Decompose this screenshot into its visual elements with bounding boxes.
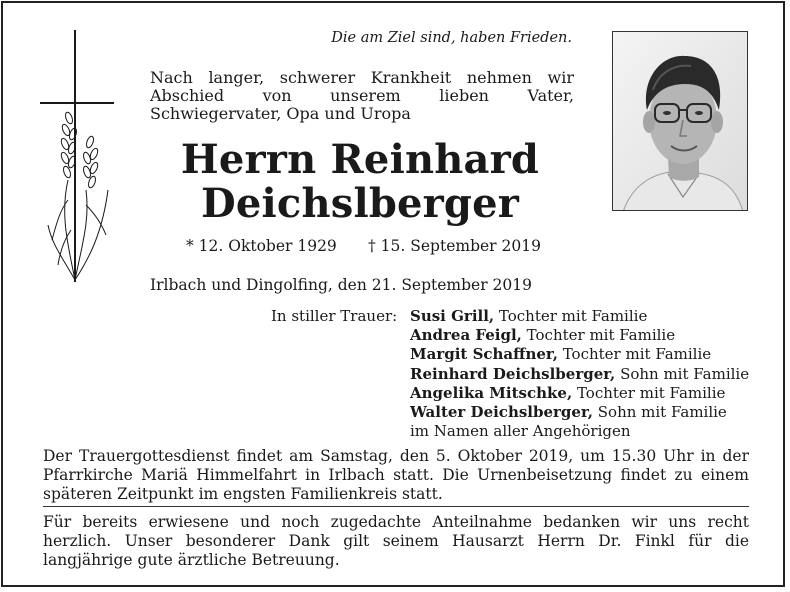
mourner-name: Reinhard Deichslberger,	[410, 364, 616, 383]
mourner-row	[410, 345, 749, 364]
name-line-1: Herrn Reinhard	[180, 136, 540, 183]
mourner-name: Walter Deichslberger,	[410, 403, 593, 422]
thanks-text: Für bereits erwiesene und noch zugedachte Anteilnahme bedanken wir uns recht herzlich. Unser besonderer Dank gilt seinem Hausarzt Herrn Dr. Finkl für die langjährige gute ärztliche Betreuung.	[43, 513, 749, 569]
mourner-row	[410, 307, 749, 326]
mourners-list	[410, 307, 749, 441]
mourner-relation: Sohn mit Familie	[593, 403, 727, 422]
mourner-row	[410, 365, 749, 384]
deceased-name	[140, 138, 580, 226]
mourner-relation: Tochter mit Familie	[494, 307, 648, 325]
place-and-date: Irlbach und Dingolfing, den 21. September 2019	[150, 276, 533, 294]
motto: Die am Ziel sind, haben Frieden.	[331, 30, 572, 46]
portrait-photo	[612, 31, 748, 211]
intro-text: Nach langer, schwerer Krankheit nehmen wir Abschied von unserem lieben Vater, Schwiegervater, Opa und Uropa	[150, 68, 574, 123]
divider-line	[43, 506, 749, 507]
mourner-relation: Sohn mit Familie	[615, 364, 750, 383]
mourner-relation: Tochter mit Familie	[572, 383, 726, 402]
mourner-row	[410, 326, 749, 345]
mourners-closing: im Namen aller Angehörigen	[410, 422, 631, 441]
mourner-row	[410, 403, 749, 422]
mourner-relation: Tochter mit Familie	[521, 326, 676, 345]
mourner-row	[410, 384, 749, 403]
cross-with-wheat-icon	[38, 30, 118, 285]
mourner-name: Susi Grill,	[410, 307, 495, 325]
mourner-name: Margit Schaffner,	[410, 345, 558, 364]
service-text: Der Trauergottesdienst findet am Samstag, den 5. Oktober 2019, um 15.30 Uhr in der Pfarrkirche Mariä Himmelfahrt in Irlbach statt. Die Urnenbeisetzung findet zu einem späteren Zeitpunkt im engsten Familienkreis statt.	[43, 447, 749, 503]
mourner-name: Angelika Mitschke,	[410, 383, 573, 402]
mourners-label: In stiller Trauer:	[271, 307, 398, 325]
mourner-name: Andrea Feigl,	[410, 326, 522, 345]
death-date: † 15. September 2019	[368, 237, 541, 255]
name-line-2: Deichslberger	[200, 180, 520, 227]
mourner-relation: Tochter mit Familie	[557, 345, 712, 364]
birth-date: * 12. Oktober 1929	[186, 237, 337, 255]
